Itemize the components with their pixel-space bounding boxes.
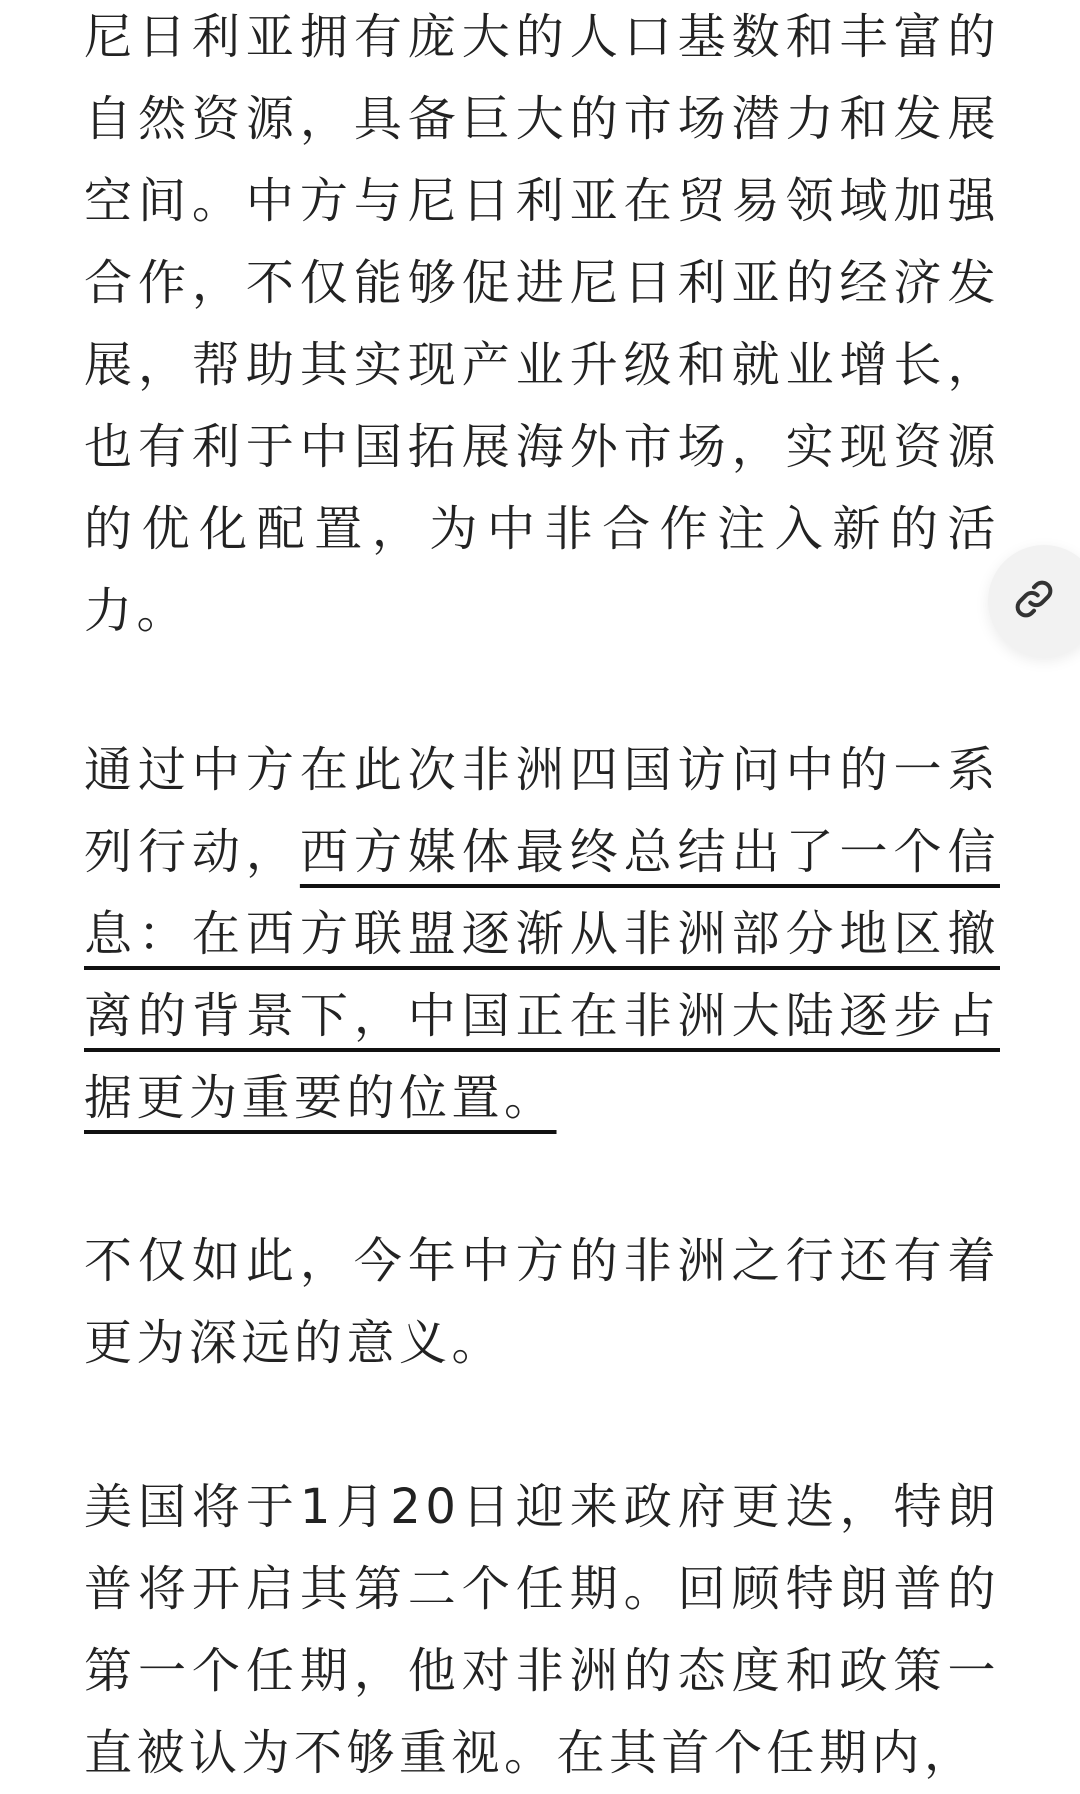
paragraph-2-lead: 通过中方在此次非洲四国访问中的一系列行动，	[84, 742, 1000, 880]
underlined-highlight: 西方媒体最终总结出了一个信息：在西方联盟逐渐从非洲部分地区撤离的背景下，中国正在非洲大陆逐步占据更为重要的位置。	[84, 824, 1000, 1126]
copy-link-button[interactable]	[988, 545, 1080, 657]
paragraph-1: 尼日利亚拥有庞大的人口基数和丰富的自然资源，具备巨大的市场潜力和发展空间。中方与尼日利亚在贸易领域加强合作，不仅能够促进尼日利亚的经济发展，帮助其实现产业升级和就业增长，也有利于中国拓展海外市场，实现资源的优化配置，为中非合作注入新的活力。	[84, 9, 1000, 639]
paragraph-4: 美国将于1月20日迎来政府更迭，特朗普将开启其第二个任期。回顾特朗普的第一个任期，他对非洲的态度和政策一直被认为不够重视。在其首个任期内，	[84, 1479, 1000, 1781]
paragraph-3: 不仅如此，今年中方的非洲之行还有着更为深远的意义。	[84, 1233, 1000, 1371]
paragraph-2	[84, 729, 1000, 1139]
link-icon	[1012, 577, 1056, 625]
